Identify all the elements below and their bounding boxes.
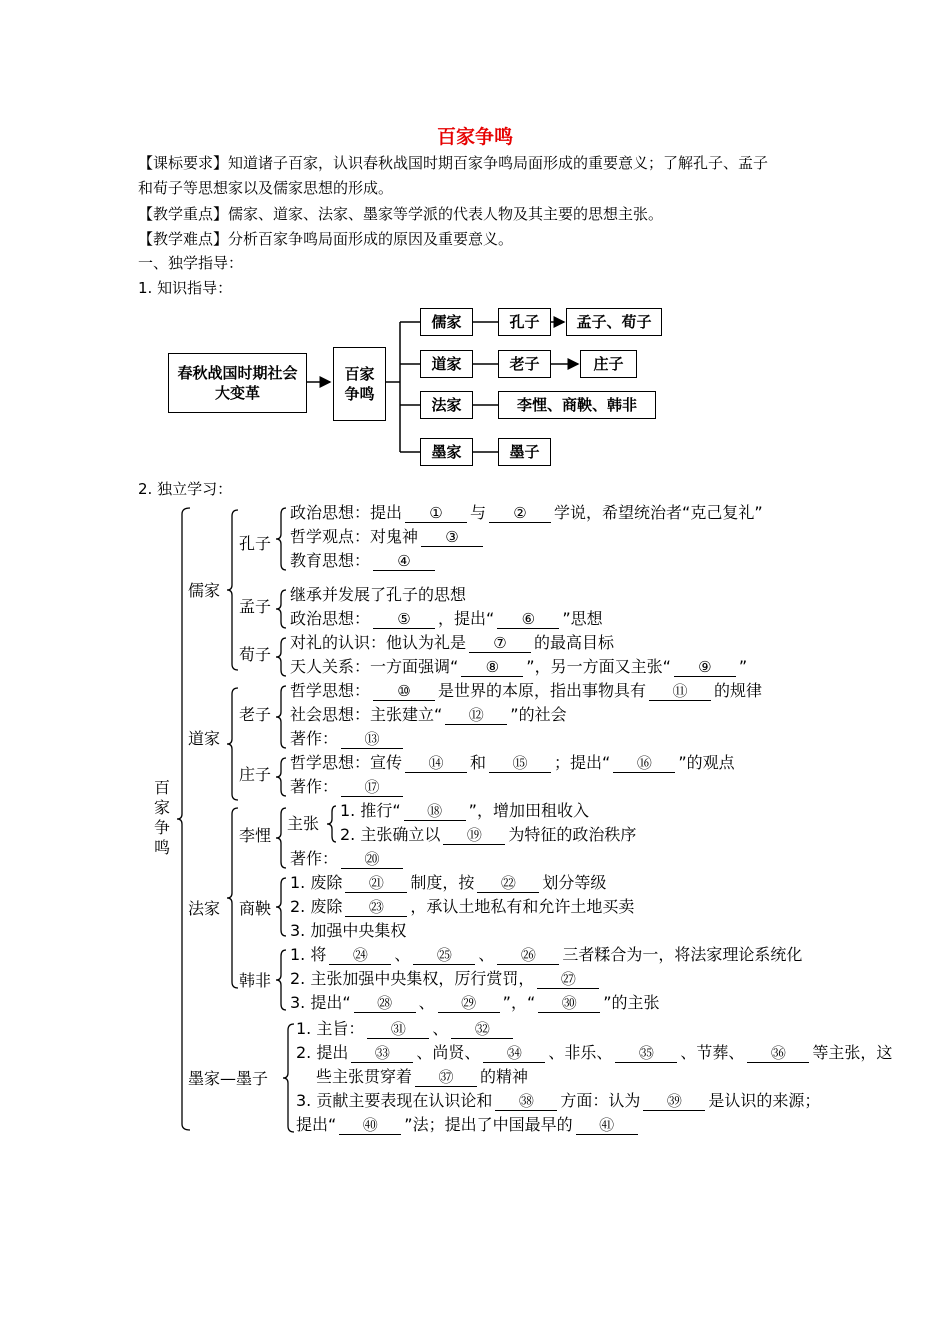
- outline-brace: [227, 688, 238, 800]
- line-text: 划分等级: [542, 873, 607, 892]
- outline-line: [290, 608, 603, 630]
- line-text: 3. 加强中央集权: [290, 921, 407, 940]
- answer-blank[interactable]: ㉚: [538, 994, 600, 1013]
- line-text: 是认识的来源；: [708, 1091, 821, 1110]
- outline-school-fa: 法家: [188, 899, 221, 918]
- answer-blank[interactable]: ①: [405, 504, 467, 523]
- line-text: 哲学观点：对鬼神: [290, 527, 419, 546]
- answer-blank[interactable]: ㉘: [354, 994, 416, 1013]
- answer-blank[interactable]: ⑥: [497, 610, 559, 629]
- line-text: 是世界的本原，指出事物具有: [438, 681, 647, 700]
- answer-blank[interactable]: ㉞: [483, 1044, 545, 1063]
- answer-blank[interactable]: ⑧: [461, 658, 523, 677]
- line-text: ”，“: [502, 993, 536, 1012]
- answer-blank[interactable]: ②: [489, 504, 551, 523]
- line-text: 著作：: [290, 849, 339, 868]
- outline-person-xunzi: 荀子: [239, 645, 272, 664]
- answer-blank[interactable]: ㉛: [367, 1020, 429, 1039]
- answer-blank[interactable]: ⑪: [649, 682, 711, 701]
- answer-blank[interactable]: ㊲: [415, 1068, 477, 1087]
- person-label: 老子: [509, 355, 540, 373]
- answer-blank[interactable]: ㉟: [615, 1044, 677, 1063]
- answer-blank[interactable]: ㊱: [747, 1044, 809, 1063]
- outline-brace: [276, 638, 286, 676]
- line-text: 2. 提出: [296, 1043, 349, 1062]
- answer-blank[interactable]: ⑬: [341, 730, 403, 749]
- answer-blank[interactable]: ⑭: [405, 754, 467, 773]
- answer-blank[interactable]: ㊶: [576, 1116, 638, 1135]
- line-text: 1. 主旨：: [296, 1019, 365, 1038]
- outline-brace: [227, 510, 238, 670]
- outline-line: [296, 1090, 820, 1112]
- line-text: ；提出“: [554, 753, 611, 772]
- outline-line: [290, 848, 406, 870]
- answer-blank[interactable]: ⑱: [404, 802, 466, 821]
- outline-line: [290, 632, 614, 654]
- line-text: ，提出“: [438, 609, 495, 628]
- outline-brace: [276, 950, 286, 1010]
- line-text: ，承认土地私有和允许土地买卖: [410, 897, 635, 916]
- page-title: 百家争鸣: [436, 126, 513, 148]
- line-text: 、: [394, 945, 411, 964]
- person-label: 孔子: [509, 313, 540, 331]
- line-text: ”，增加田租收入: [468, 801, 589, 820]
- outline-person-kongzi: 孔子: [239, 534, 272, 553]
- line-text: 等主张，这: [812, 1043, 893, 1062]
- outline-line: [340, 824, 636, 846]
- line-text: 提出“: [296, 1115, 337, 1134]
- requirement-line-2: 和荀子等思想家以及儒家思想的形成。: [138, 179, 394, 197]
- outline-brace: [283, 1024, 294, 1132]
- answer-blank[interactable]: ⑩: [373, 682, 435, 701]
- line-text: ”法；提出了中国最早的: [404, 1115, 573, 1134]
- outline-brace: [276, 590, 286, 628]
- focus-text: 儒家、道家、法家、墨家等学派的代表人物及其主要的思想主张。: [228, 205, 664, 223]
- answer-blank[interactable]: ⑤: [373, 610, 435, 629]
- outline-zhuzhang-label: 主张: [287, 814, 320, 833]
- answer-blank[interactable]: ㉔: [329, 946, 391, 965]
- answer-blank[interactable]: ㉖: [497, 946, 559, 965]
- center-label: 百家争鸣: [344, 365, 375, 403]
- line-text: 教育思想：: [290, 551, 371, 570]
- outline-brace: [276, 758, 286, 796]
- line-text: 2. 废除: [290, 897, 343, 916]
- line-text: 、节葬、: [680, 1043, 745, 1062]
- answer-blank[interactable]: ㉑: [345, 874, 407, 893]
- line-text: 3. 贡献主要表现在认识论和: [296, 1091, 493, 1110]
- outline-line: [290, 584, 466, 606]
- answer-blank[interactable]: ㊴: [643, 1092, 705, 1111]
- outline-line: [290, 968, 602, 990]
- answer-blank[interactable]: ㉗: [537, 970, 599, 989]
- outline-line: [290, 526, 486, 548]
- answer-blank[interactable]: ㊳: [495, 1092, 557, 1111]
- school-label: 法家: [431, 396, 462, 414]
- answer-blank[interactable]: ㊵: [339, 1116, 401, 1135]
- outline-brace: [327, 806, 336, 842]
- line-text: 政治思想：: [290, 609, 371, 628]
- difficulty-text: 分析百家争鸣局面形成的原因及重要意义。: [228, 230, 514, 248]
- section-heading-1: 一、独学指导：: [138, 254, 244, 272]
- line-text: 、: [418, 993, 435, 1012]
- outline-person-laozi: 老子: [239, 705, 272, 724]
- line-text: ”的观点: [678, 753, 735, 772]
- line-text: ”思想: [562, 609, 603, 628]
- line-text: 的最高目标: [534, 633, 615, 652]
- line-text: 与: [470, 503, 487, 522]
- outline-line: [290, 728, 406, 750]
- answer-blank[interactable]: ⑯: [613, 754, 675, 773]
- answer-blank[interactable]: ⑳: [341, 850, 403, 869]
- outline-line: [290, 872, 606, 894]
- person-label: 墨子: [509, 443, 540, 461]
- outline-line: [296, 1042, 892, 1064]
- section-heading-1-1: 1. 知识指导：: [138, 279, 233, 297]
- outline-brace: [276, 808, 286, 868]
- answer-blank[interactable]: ⑨: [674, 658, 736, 677]
- outline-line: [290, 920, 406, 942]
- school-label: 道家: [431, 355, 462, 373]
- line-text: 学说，希望统治者“克己复礼”: [554, 503, 763, 522]
- outline-line: [290, 656, 747, 678]
- line-text: 天人关系：一方面强调“: [290, 657, 459, 676]
- answer-blank[interactable]: ⑲: [443, 826, 505, 845]
- outline-school-mo: 墨家—墨子: [188, 1069, 269, 1088]
- line-text: ”的社会: [510, 705, 567, 724]
- line-text: 和: [470, 753, 487, 772]
- outline-school-dao: 道家: [188, 729, 221, 748]
- outline-line: [290, 550, 438, 572]
- answer-blank[interactable]: ㉜: [451, 1020, 513, 1039]
- answer-blank[interactable]: ⑮: [489, 754, 551, 773]
- line-text: 著作：: [290, 777, 339, 796]
- focus-label: 【教学重点】: [138, 205, 229, 223]
- line-text: 3. 提出“: [290, 993, 351, 1012]
- outline-line: [290, 776, 406, 798]
- line-text: 2. 主张确立以: [340, 825, 441, 844]
- answer-blank[interactable]: ⑦: [469, 634, 531, 653]
- section-heading-1-2: 2. 独立学习：: [138, 480, 233, 498]
- line-text: 哲学思想：宣传: [290, 753, 403, 772]
- outline-brace: [276, 508, 286, 570]
- answer-blank[interactable]: ③: [421, 528, 483, 547]
- outline-line: [290, 752, 735, 774]
- outline-root: 百家争鸣: [154, 778, 171, 857]
- line-text: 著作：: [290, 729, 339, 748]
- outline-line: [340, 800, 589, 822]
- outline-school-ru: 儒家: [188, 581, 221, 600]
- line-text: ”: [738, 657, 748, 676]
- successor-label: 孟子、荀子: [576, 313, 652, 331]
- line-text: 些主张贯穿着: [316, 1067, 413, 1086]
- outline-person-shangyang: 商鞅: [239, 899, 272, 918]
- line-text: 1. 推行“: [340, 801, 401, 820]
- answer-blank[interactable]: ⑫: [445, 706, 507, 725]
- line-text: 方面：认为: [560, 1091, 641, 1110]
- line-text: 的规律: [714, 681, 763, 700]
- answer-blank[interactable]: ㉝: [351, 1044, 413, 1063]
- outline-line: [290, 896, 634, 918]
- outline-line: [316, 1066, 528, 1088]
- outline-line: [290, 992, 660, 1014]
- outline-brace: [276, 686, 286, 748]
- answer-blank[interactable]: ④: [373, 552, 435, 571]
- line-text: 为特征的政治秩序: [508, 825, 637, 844]
- outline-person-hanfei: 韩非: [239, 971, 272, 990]
- line-text: 制度，按: [410, 873, 475, 892]
- outline-line: [290, 944, 802, 966]
- source-label: 春秋战国时期社会大变革: [177, 364, 298, 402]
- line-text: 继承并发展了孔子的思想: [290, 585, 467, 604]
- person-label: 李悝、商鞅、韩非: [516, 396, 637, 414]
- outline-line: [296, 1114, 641, 1136]
- line-text: 哲学思想：: [290, 681, 371, 700]
- line-text: 三者糅合为一，将法家理论系统化: [562, 945, 803, 964]
- line-text: 、: [478, 945, 495, 964]
- school-label: 墨家: [431, 443, 462, 461]
- outline-line: [290, 502, 763, 524]
- outline-line: [290, 704, 567, 726]
- line-text: ”的主张: [603, 993, 660, 1012]
- line-text: 1. 将: [290, 945, 327, 964]
- outline-line: [290, 680, 762, 702]
- outline-brace: [276, 878, 286, 936]
- outline-person-mengzi: 孟子: [239, 597, 272, 616]
- requirement-label: 【课标要求】: [138, 154, 229, 172]
- line-text: ”，另一方面又主张“: [526, 657, 671, 676]
- line-text: 1. 废除: [290, 873, 343, 892]
- successor-label: 庄子: [593, 355, 624, 373]
- difficulty-label: 【教学难点】: [138, 230, 229, 248]
- outline-person-likui: 李悝: [239, 826, 272, 845]
- outline-line: [296, 1018, 516, 1040]
- line-text: 2. 主张加强中央集权，厉行赏罚，: [290, 969, 535, 988]
- requirement-text: 知道诸子百家，认识春秋战国时期百家争鸣局面形成的重要意义；了解孔子、孟子: [228, 154, 769, 172]
- school-label: 儒家: [431, 313, 462, 331]
- line-text: 的精神: [480, 1067, 529, 1086]
- answer-blank[interactable]: ㉓: [345, 898, 407, 917]
- line-text: 、尚贤、: [416, 1043, 481, 1062]
- line-text: 、: [432, 1019, 449, 1038]
- line-text: 社会思想：主张建立“: [290, 705, 443, 724]
- line-text: 、非乐、: [548, 1043, 613, 1062]
- line-text: 对礼的认识：他认为礼是: [290, 633, 467, 652]
- answer-blank[interactable]: ㉕: [413, 946, 475, 965]
- answer-blank[interactable]: ㉙: [438, 994, 500, 1013]
- outline-brace: [227, 808, 238, 988]
- outline-person-zhuangzi: 庄子: [239, 765, 272, 784]
- answer-blank[interactable]: ㉒: [477, 874, 539, 893]
- line-text: 政治思想：提出: [290, 503, 403, 522]
- answer-blank[interactable]: ⑰: [341, 778, 403, 797]
